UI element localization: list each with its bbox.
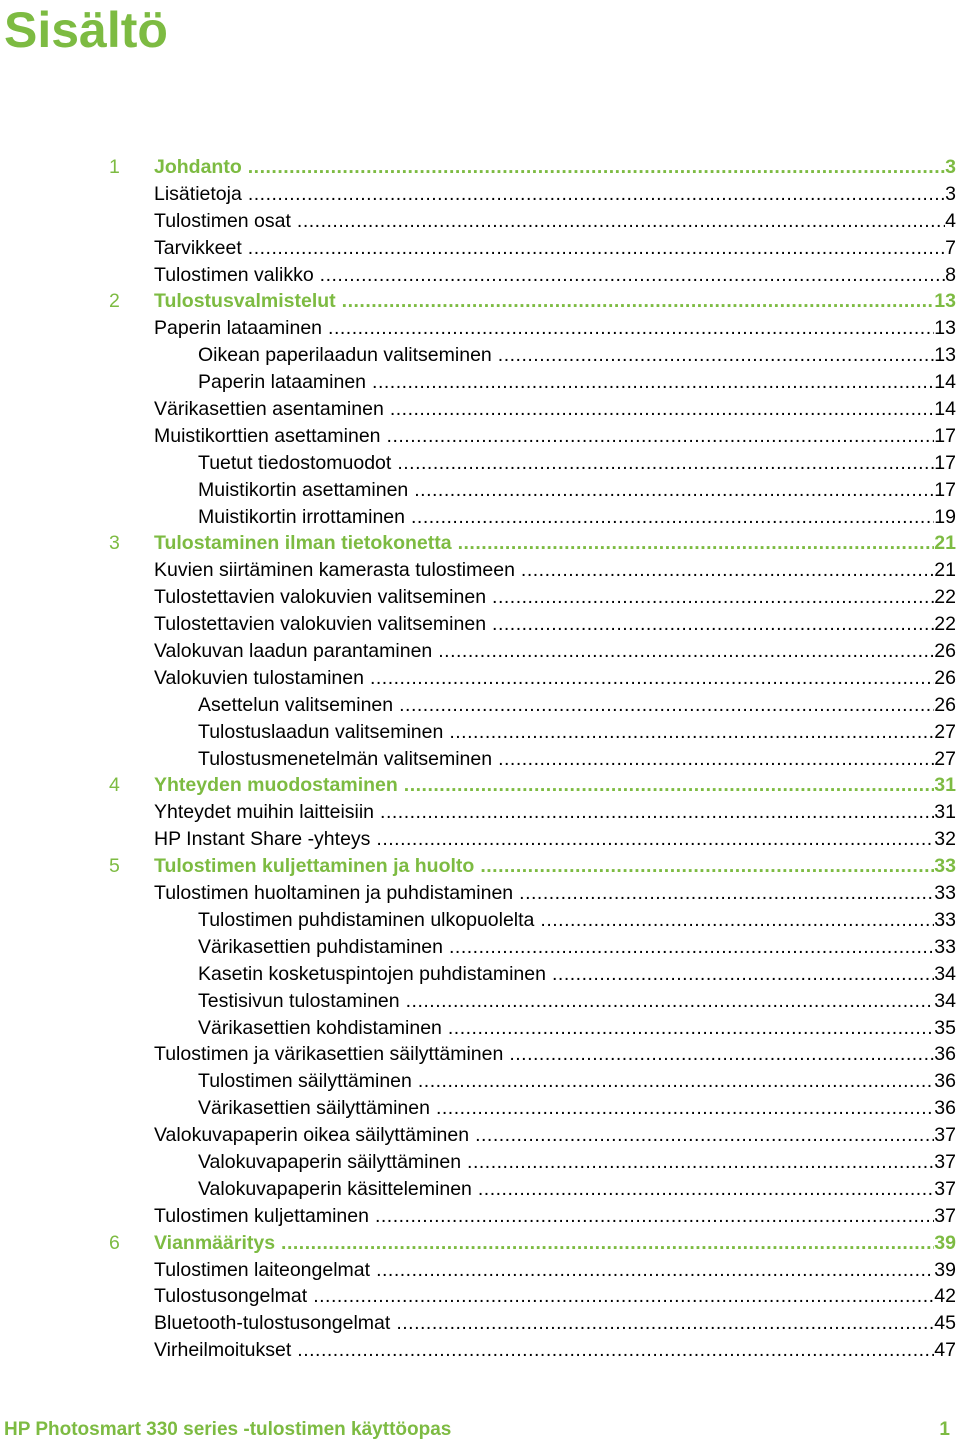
toc-page-number: 36 <box>934 1097 956 1120</box>
toc-page-number: 17 <box>934 424 956 447</box>
toc-entry-title: Paperin lataaminen <box>198 371 367 394</box>
toc-entry-title: Tulostimen puhdistaminen ulkopuolelta <box>198 908 535 931</box>
toc-page-number: 8 <box>945 263 956 286</box>
toc-dot-leader <box>248 181 945 208</box>
toc-entry-title: Tulostuslaadun valitseminen <box>198 720 444 743</box>
toc-entry-title: Tulostettavien valokuvien valitseminen <box>154 613 487 636</box>
toc-page-number: 39 <box>934 1231 956 1254</box>
toc-page-number: 35 <box>934 1016 956 1039</box>
toc-dot-leader <box>467 1149 934 1176</box>
toc-entry-title: Virheilmoitukset <box>154 1339 292 1362</box>
toc-entry-line <box>154 853 956 880</box>
toc-section-entry[interactable] <box>0 1041 960 1068</box>
toc-entry-title: Tulostettavien valokuvien valitseminen <box>154 586 487 609</box>
toc-entry-title: Tulostimen ja värikasettien säilyttäminen <box>154 1043 504 1066</box>
toc-section-entry[interactable] <box>0 611 960 638</box>
toc-entry-title: Valokuvien tulostaminen <box>154 666 364 689</box>
toc-dot-leader <box>396 1310 934 1337</box>
toc-entry-line <box>154 1337 956 1364</box>
toc-dot-leader <box>498 342 935 369</box>
toc-dot-leader <box>342 288 935 315</box>
toc-entry-line <box>154 772 956 799</box>
table-of-contents <box>0 154 960 1364</box>
toc-section-entry[interactable] <box>0 208 960 235</box>
toc-entry-line <box>154 396 956 423</box>
toc-entry-title: Värikasettien asentaminen <box>154 398 384 421</box>
toc-dot-leader <box>376 826 934 853</box>
toc-dot-leader <box>404 772 935 799</box>
toc-subsection-entry[interactable] <box>0 450 960 477</box>
toc-entry-title: Tulostusvalmistelut <box>154 290 336 313</box>
toc-entry-title: Bluetooth-tulostusongelmat <box>154 1312 391 1335</box>
toc-page-number: 21 <box>934 559 956 582</box>
toc-entry-line <box>198 692 956 719</box>
toc-section-entry[interactable] <box>0 396 960 423</box>
toc-section-entry[interactable] <box>0 1310 960 1337</box>
toc-entry-title: Värikasettien säilyttäminen <box>198 1097 430 1120</box>
toc-page-number: 42 <box>934 1285 956 1308</box>
toc-section-entry[interactable] <box>0 1203 960 1230</box>
toc-entry-title: Muistikorttien asettaminen <box>154 424 381 447</box>
toc-entry-line <box>198 961 956 988</box>
toc-page-number: 22 <box>934 613 956 636</box>
toc-dot-leader <box>248 235 945 262</box>
toc-entry-title: Kasetin kosketuspintojen puhdistaminen <box>198 962 546 985</box>
toc-chapter-entry[interactable] <box>0 853 960 880</box>
toc-entry-title: Tulostimen kuljettaminen <box>154 1204 369 1227</box>
toc-chapter-entry[interactable] <box>0 288 960 315</box>
toc-subsection-entry[interactable] <box>0 1149 960 1176</box>
toc-entry-line <box>154 1203 956 1230</box>
toc-chapter-number: 2 <box>109 290 120 313</box>
toc-dot-leader <box>376 1257 934 1284</box>
toc-dot-leader <box>248 154 945 181</box>
toc-entry-line <box>154 638 956 665</box>
toc-entry-title: Tarvikkeet <box>154 236 242 259</box>
toc-entry-line <box>154 154 956 181</box>
toc-entry-title: Valokuvapaperin oikea säilyttäminen <box>154 1124 470 1147</box>
toc-dot-leader <box>370 665 934 692</box>
toc-entry-title: Tulostimen säilyttäminen <box>198 1070 412 1093</box>
toc-entry-title: Valokuvan laadun parantaminen <box>154 640 433 663</box>
toc-page-number: 3 <box>945 156 956 178</box>
toc-entry-title: Testisivun tulostaminen <box>198 989 400 1012</box>
toc-subsection-entry[interactable] <box>0 746 960 773</box>
toc-entry-title: Lisätietoja <box>154 182 242 205</box>
toc-entry-title: Tulostusongelmat <box>154 1285 308 1308</box>
toc-dot-leader <box>448 1015 934 1042</box>
toc-entry-line <box>154 1310 956 1337</box>
toc-entry-title: Tulostimen osat <box>154 209 291 232</box>
toc-entry-line <box>154 826 956 853</box>
toc-page-number: 14 <box>934 371 956 394</box>
toc-page-number: 13 <box>934 344 956 367</box>
toc-dot-leader <box>498 746 934 773</box>
toc-dot-leader <box>509 1041 934 1068</box>
toc-subsection-entry[interactable] <box>0 719 960 746</box>
toc-dot-leader <box>449 719 934 746</box>
toc-entry-line <box>198 746 956 773</box>
toc-chapter-number: 6 <box>109 1231 120 1254</box>
toc-section-entry[interactable] <box>0 584 960 611</box>
toc-section-entry[interactable] <box>0 235 960 262</box>
toc-page-number: 19 <box>934 505 956 528</box>
toc-dot-leader <box>438 638 934 665</box>
toc-entry-line <box>198 1095 956 1122</box>
toc-entry-title: Asettelun valitseminen <box>198 693 394 716</box>
toc-section-entry[interactable] <box>0 1283 960 1310</box>
page-footer <box>4 1417 950 1443</box>
toc-entry-line <box>154 665 956 692</box>
toc-entry-title: Johdanto <box>154 156 242 178</box>
toc-dot-leader <box>414 477 934 504</box>
toc-section-entry[interactable] <box>0 799 960 826</box>
toc-entry-line <box>154 611 956 638</box>
toc-entry-title: Tulostimen huoltaminen ja puhdistaminen <box>154 882 514 905</box>
toc-page-number: 26 <box>934 640 956 663</box>
toc-entry-line <box>198 369 956 396</box>
toc-section-entry[interactable] <box>0 826 960 853</box>
toc-section-entry[interactable] <box>0 315 960 342</box>
toc-subsection-entry[interactable] <box>0 934 960 961</box>
toc-section-entry[interactable] <box>0 1337 960 1364</box>
toc-page-number: 32 <box>934 828 956 851</box>
toc-entry-line <box>154 181 956 208</box>
toc-page-number: 21 <box>934 532 956 555</box>
toc-dot-leader <box>475 1122 934 1149</box>
toc-dot-leader <box>380 799 934 826</box>
toc-dot-leader <box>372 369 934 396</box>
toc-dot-leader <box>387 423 935 450</box>
page-title: Sisältö <box>4 2 168 58</box>
toc-entry-title: Valokuvapaperin käsitteleminen <box>198 1177 472 1200</box>
toc-page-number: 33 <box>934 908 956 931</box>
toc-entry-line <box>154 1041 956 1068</box>
toc-chapter-entry[interactable] <box>0 1230 960 1257</box>
toc-entry-title: Muistikortin asettaminen <box>198 478 409 501</box>
toc-page-number: 17 <box>934 451 956 474</box>
toc-dot-leader <box>320 262 945 289</box>
toc-entry-line <box>154 1283 956 1310</box>
toc-page-number: 36 <box>934 1070 956 1093</box>
toc-page-number: 26 <box>934 666 956 689</box>
toc-entry-line <box>198 988 956 1015</box>
toc-entry-line <box>198 477 956 504</box>
toc-entry-line <box>154 262 956 289</box>
toc-dot-leader <box>397 450 934 477</box>
toc-page-number: 39 <box>934 1258 956 1281</box>
toc-page-number: 37 <box>934 1204 956 1227</box>
toc-page-number: 37 <box>934 1124 956 1147</box>
toc-entry-title: Valokuvapaperin säilyttäminen <box>198 1150 462 1173</box>
toc-entry-line <box>154 288 956 315</box>
toc-dot-leader <box>519 880 934 907</box>
toc-entry-title: Yhteydet muihin laitteisiin <box>154 801 375 824</box>
toc-entry-line <box>198 1068 956 1095</box>
footer-title: HP Photosmart 330 series -tulostimen käyttöopas <box>4 1419 452 1440</box>
toc-chapter-number: 5 <box>109 855 120 878</box>
toc-entry-line <box>198 1176 956 1203</box>
toc-page-number: 47 <box>934 1339 956 1362</box>
toc-dot-leader <box>375 1203 934 1230</box>
toc-entry-line <box>154 530 956 557</box>
toc-entry-line <box>198 907 956 934</box>
toc-page-number: 13 <box>934 290 956 313</box>
toc-entry-title: Värikasettien kohdistaminen <box>198 1016 442 1039</box>
toc-entry-line <box>154 799 956 826</box>
toc-subsection-entry[interactable] <box>0 1015 960 1042</box>
toc-dot-leader <box>492 611 934 638</box>
toc-section-entry[interactable] <box>0 665 960 692</box>
toc-entry-line <box>198 342 956 369</box>
toc-entry-line <box>198 1015 956 1042</box>
toc-entry-title: Paperin lataaminen <box>154 317 323 340</box>
toc-dot-leader <box>418 1068 934 1095</box>
toc-entry-title: Tulostusmenetelmän valitseminen <box>198 747 493 770</box>
toc-dot-leader <box>328 315 934 342</box>
toc-entry-title: HP Instant Share -yhteys <box>154 828 371 851</box>
toc-entry-title: Tulostaminen ilman tietokonetta <box>154 532 452 555</box>
toc-chapter-entry[interactable] <box>0 530 960 557</box>
toc-section-entry[interactable] <box>0 880 960 907</box>
toc-dot-leader <box>521 557 934 584</box>
toc-section-entry[interactable] <box>0 1257 960 1284</box>
toc-entry-title: Värikasettien puhdistaminen <box>198 935 443 958</box>
toc-section-entry[interactable] <box>0 262 960 289</box>
toc-page-number: 13 <box>934 317 956 340</box>
toc-subsection-entry[interactable] <box>0 907 960 934</box>
toc-page-number: 27 <box>934 747 956 770</box>
toc-section-entry[interactable] <box>0 423 960 450</box>
toc-entry-line <box>198 719 956 746</box>
toc-page-number: 14 <box>934 398 956 421</box>
toc-section-entry[interactable] <box>0 557 960 584</box>
toc-subsection-entry[interactable] <box>0 1068 960 1095</box>
toc-page-number: 37 <box>934 1177 956 1200</box>
toc-page-number: 7 <box>945 236 956 259</box>
toc-entry-line <box>198 450 956 477</box>
toc-dot-leader <box>449 934 934 961</box>
toc-entry-line <box>198 504 956 531</box>
toc-page-number: 4 <box>945 209 956 232</box>
footer-page-number: 1 <box>939 1419 950 1440</box>
toc-entry-line <box>154 235 956 262</box>
toc-dot-leader <box>411 504 934 531</box>
toc-page-number: 3 <box>945 182 956 205</box>
toc-entry-title: Tulostimen laiteongelmat <box>154 1258 371 1281</box>
toc-entry-title: Tulostimen kuljettaminen ja huolto <box>154 855 475 878</box>
toc-dot-leader <box>297 1337 934 1364</box>
toc-entry-title: Tuetut tiedostomuodot <box>198 451 392 474</box>
toc-dot-leader <box>399 692 934 719</box>
toc-entry-line <box>198 1149 956 1176</box>
toc-section-entry[interactable] <box>0 1122 960 1149</box>
toc-entry-line <box>154 1257 956 1284</box>
toc-page-number: 27 <box>934 720 956 743</box>
toc-dot-leader <box>492 584 934 611</box>
toc-chapter-entry[interactable] <box>0 154 960 181</box>
toc-entry-line <box>154 880 956 907</box>
toc-entry-title: Muistikortin irrottaminen <box>198 505 405 528</box>
toc-page-number: 33 <box>934 935 956 958</box>
toc-dot-leader <box>297 208 945 235</box>
toc-entry-line <box>154 208 956 235</box>
toc-page-number: 45 <box>934 1312 956 1335</box>
toc-chapter-number: 3 <box>109 532 120 555</box>
toc-entry-title: Tulostimen valikko <box>154 263 314 286</box>
toc-entry-title: Kuvien siirtäminen kamerasta tulostimeen <box>154 559 515 582</box>
toc-subsection-entry[interactable] <box>0 1176 960 1203</box>
toc-page-number: 31 <box>934 774 956 797</box>
toc-dot-leader <box>281 1230 934 1257</box>
toc-subsection-entry[interactable] <box>0 477 960 504</box>
toc-dot-leader <box>480 853 934 880</box>
toc-subsection-entry[interactable] <box>0 961 960 988</box>
toc-section-entry[interactable] <box>0 181 960 208</box>
toc-subsection-entry[interactable] <box>0 1095 960 1122</box>
toc-dot-leader <box>552 961 934 988</box>
toc-entry-line <box>154 1122 956 1149</box>
toc-dot-leader <box>390 396 934 423</box>
toc-subsection-entry[interactable] <box>0 369 960 396</box>
toc-chapter-number: 4 <box>109 774 120 797</box>
toc-page-number: 33 <box>934 882 956 905</box>
toc-entry-title: Oikean paperilaadun valitseminen <box>198 344 492 367</box>
toc-entry-line <box>154 557 956 584</box>
toc-entry-line <box>154 584 956 611</box>
toc-dot-leader <box>458 530 935 557</box>
toc-dot-leader <box>436 1095 934 1122</box>
toc-dot-leader <box>478 1176 934 1203</box>
toc-section-entry[interactable] <box>0 638 960 665</box>
toc-entry-line <box>198 934 956 961</box>
toc-entry-title: Yhteyden muodostaminen <box>154 774 398 797</box>
toc-subsection-entry[interactable] <box>0 988 960 1015</box>
toc-subsection-entry[interactable] <box>0 342 960 369</box>
toc-page-number: 26 <box>934 693 956 716</box>
toc-dot-leader <box>540 907 934 934</box>
toc-entry-line <box>154 315 956 342</box>
toc-page-number: 34 <box>934 989 956 1012</box>
toc-entry-title: Vianmääritys <box>154 1231 276 1254</box>
toc-entry-line <box>154 1230 956 1257</box>
toc-page-number: 33 <box>934 855 956 878</box>
toc-page-number: 36 <box>934 1043 956 1066</box>
toc-dot-leader <box>313 1283 934 1310</box>
toc-page-number: 34 <box>934 962 956 985</box>
toc-chapter-number: 1 <box>109 156 120 178</box>
toc-subsection-entry[interactable] <box>0 692 960 719</box>
toc-entry-line <box>154 423 956 450</box>
toc-page-number: 22 <box>934 586 956 609</box>
toc-page-number: 17 <box>934 478 956 501</box>
toc-page-number: 37 <box>934 1150 956 1173</box>
toc-subsection-entry[interactable] <box>0 504 960 531</box>
toc-chapter-entry[interactable] <box>0 772 960 799</box>
toc-page-number: 31 <box>934 801 956 824</box>
toc-dot-leader <box>406 988 935 1015</box>
